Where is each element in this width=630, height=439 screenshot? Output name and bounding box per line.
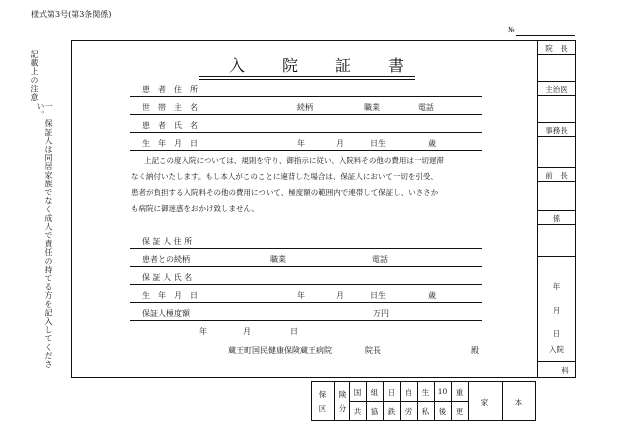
insurance-type-cell: 重 [455, 388, 464, 397]
insurance-type-cell: 鉄 [387, 407, 396, 416]
entry-notes [26, 50, 60, 380]
patient-dob-year: 年 [297, 139, 305, 148]
patient-dob-month: 月 [336, 139, 344, 148]
approval-divider [537, 361, 576, 362]
approval-office-manager-label: 事務長 [545, 126, 568, 135]
guarantor-age-unit: 歳 [428, 291, 436, 300]
approval-divider [537, 224, 576, 225]
insurance-type-cell: 更 [455, 407, 464, 416]
insurance-label-char: 保 [318, 390, 327, 399]
insurance-type-cell: 自 [404, 388, 413, 397]
insurance-type-cell: 生 [421, 388, 430, 397]
approval-divider [537, 81, 576, 82]
hospital-name: 蔵王町国民健康保険蔵王病院 [228, 346, 332, 355]
number-label: № [508, 26, 515, 34]
form-number-label: 様式第3号(第3条関係) [31, 10, 112, 19]
patient-name-line [130, 132, 482, 133]
approval-divider [537, 256, 576, 257]
guarantor-name-line [130, 284, 482, 285]
guarantor-dob-day: 日生 [370, 291, 386, 300]
guarantor-dob-year: 年 [297, 291, 305, 300]
honorific: 殿 [471, 346, 479, 355]
householder-occupation-label: 職業 [364, 103, 380, 112]
entry-notes-item: 一 保証人は同居家族でなく成人で責任の持てる方を記入してください。 [36, 102, 53, 369]
entry-notes-heading: 記載上の注意 [30, 50, 39, 102]
approval-divider [537, 95, 576, 96]
insurance-type-cell: 共 [353, 407, 362, 416]
insurance-box-divider [468, 381, 469, 421]
approval-chief-physician-label: 主治医 [545, 85, 568, 94]
insurance-type-cell: 後 [438, 407, 447, 416]
approval-department-label: 科 [561, 366, 569, 375]
insurance-type-cell: 日 [387, 388, 396, 397]
guarantor-relation-label: 患者との続柄 [142, 255, 190, 264]
title-underline [199, 76, 415, 77]
insurance-type-cell: 10 [437, 387, 448, 396]
approval-divider [537, 167, 576, 168]
guarantor-limit-line [130, 320, 482, 321]
patient-address-label: 患 者 住 所 [142, 85, 198, 94]
guarantor-address-line [130, 248, 482, 249]
insurance-self-label: 本 [514, 398, 523, 407]
insurance-box-divider [334, 381, 335, 421]
approval-admission-label: 入院 [549, 345, 564, 354]
insurance-label-char: 分 [338, 404, 347, 413]
number-field-line [516, 35, 575, 36]
patient-address-line [130, 96, 482, 97]
guarantor-name-label: 保 証 人 氏 名 [142, 273, 193, 282]
householder-label: 世 帯 主 名 [142, 103, 198, 112]
approval-front-label: 前 長 [545, 171, 568, 180]
guarantor-phone-label: 電話 [372, 255, 388, 264]
statement-line: も病院に御迷惑をおかけ致しません。 [131, 204, 259, 213]
approval-divider [537, 136, 576, 137]
guarantor-dob-label: 生 年 月 日 [142, 291, 198, 300]
insurance-family-label: 家 [480, 398, 489, 407]
title-char: 書 [388, 56, 405, 75]
insurance-label-char: 険 [338, 390, 347, 399]
approval-divider [537, 54, 576, 55]
patient-dob-line [130, 150, 482, 151]
approval-divider [537, 210, 576, 211]
date-year: 年 [199, 327, 207, 336]
document-title [199, 54, 415, 76]
insurance-type-cell: 私 [421, 407, 430, 416]
insurance-type-cell: 組 [370, 388, 379, 397]
statement-line: なく納付いたします。もし本人がこのことに違背した場合は、保証人において一切を引受、 [131, 172, 438, 181]
insurance-type-cell: 国 [353, 388, 362, 397]
title-char: 院 [282, 56, 299, 75]
approval-divider [537, 181, 576, 182]
patient-age-unit: 歳 [428, 139, 436, 148]
insurance-label-char: 区 [318, 404, 327, 413]
approval-divider [537, 122, 576, 123]
date-month: 月 [243, 327, 251, 336]
guarantor-occupation-label: 職業 [270, 255, 286, 264]
patient-name-label: 患 者 氏 名 [142, 121, 198, 130]
householder-relation-label: 続柄 [297, 103, 313, 112]
title-char: 証 [335, 56, 352, 75]
approval-day-label: 日 [552, 329, 561, 338]
insurance-type-cell: 協 [370, 407, 379, 416]
householder-line [130, 114, 482, 115]
approval-year-label: 年 [552, 282, 561, 291]
guarantor-dob-line [130, 302, 482, 303]
guarantor-limit-label: 保証人極度額 [142, 309, 190, 318]
date-day: 日 [290, 327, 298, 336]
guarantor-dob-month: 月 [336, 291, 344, 300]
patient-dob-day: 日生 [370, 139, 386, 148]
insurance-type-cell: 労 [404, 407, 413, 416]
householder-phone-label: 電話 [418, 103, 434, 112]
statement-line: 患者が負担する入院料その他の費用について、極度額の範囲内で連帯して保証し、いささか [131, 188, 439, 197]
guarantor-relation-line [130, 266, 482, 267]
approval-director-label: 院 長 [545, 44, 568, 53]
patient-dob-label: 生 年 月 日 [142, 139, 198, 148]
insurance-box-divider [502, 381, 503, 421]
guarantor-address-label: 保 証 人 住 所 [142, 237, 193, 246]
guarantor-limit-unit: 万円 [373, 309, 389, 318]
title-underline [199, 79, 415, 80]
director-title: 院長 [365, 346, 381, 355]
approval-month-label: 月 [552, 306, 561, 315]
approval-staff-label: 係 [552, 214, 561, 223]
statement-line: 上記この度入院については、規則を守り、御指示に従い、入院料その他の費用は一切遅滞 [144, 156, 444, 165]
insurance-box-divider [349, 401, 468, 402]
title-char: 入 [229, 56, 246, 75]
